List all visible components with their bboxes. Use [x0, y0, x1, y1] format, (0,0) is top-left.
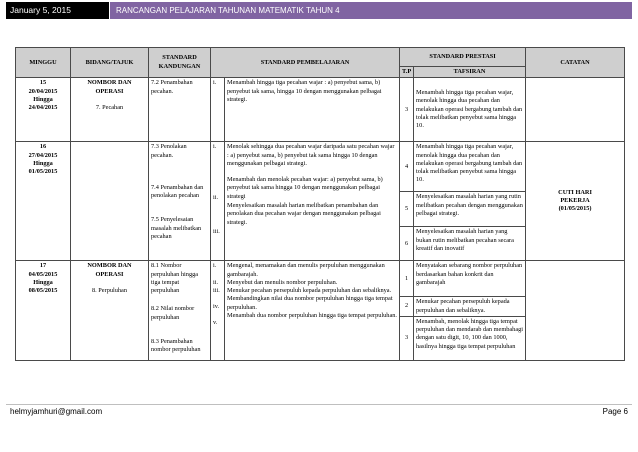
catatan-line: CUTI HARI	[558, 188, 592, 196]
tp-cell: 1	[400, 261, 414, 297]
col-standard-kandungan: STANDARD KANDUNGAN	[149, 48, 211, 78]
tafsiran-cell: Menukar pecahan persepuluh kepada perpuluhan dan sebaliknya.	[414, 297, 526, 317]
tp-cell: 3	[400, 316, 414, 360]
pembelajaran-num: i. ii. iii. iv. v.	[211, 261, 225, 361]
catatan-cell	[526, 261, 625, 361]
table-row	[16, 78, 625, 142]
catatan-cell	[526, 142, 625, 261]
tp-cell: 5	[400, 192, 414, 227]
page-header	[0, 0, 638, 20]
tp-cell: 2	[400, 297, 414, 317]
table-row	[16, 142, 625, 192]
tafsiran-cell: Menambah, menolak hingga tiga tempat perpuluhan dan mendarab dan membahagi dengan satu digit, 10, 100 dan 1000, hasilnya hingga tiga tempat perpuluhan	[414, 316, 526, 360]
footer-email: helmyjamhuri@gmail.com	[10, 407, 103, 416]
catatan-cell	[526, 78, 625, 142]
col-standard-prestasi: STANDARD PRESTASI	[400, 48, 526, 67]
col-tafsiran: TAFSIRAN	[414, 67, 526, 78]
col-bidang: BIDANG/TAJUK	[71, 48, 149, 78]
pembelajaran-text: Menolak sehingga dua pecahan wajar daripada satu pecahan wajar : a) penyebut sama, b) penyebut tak sama hingga 10 dengan menggunakan pelbagai strategi. Menambah dan menolak pecahan wajar: a) penyebut sama, b) penyebut tak sama hingga 10 dengan menggunakan pelbagai strategi Menyelesaikan masalah harian melibatkan penambahan dan penolakan dua pecahan wajar dengan menggunakan pelbagai strategi.	[225, 142, 400, 261]
tafsiran-cell: Menambah hingga tiga pecahan wajar, menolak hingga dua pecahan dan melakukan operasi bergabung tambah dan tolak melibatkan penyebut sama hingga 10.	[414, 142, 526, 192]
bidang-cell	[71, 142, 149, 261]
footer-page-number: Page 6	[602, 407, 628, 416]
tafsiran-cell: Menambah hingga tiga pecahan wajar, menolak hingga dua pecahan dan melakukan operasi bergabung tambah dan tolak melibatkan penyebut sama hingga 10.	[414, 78, 526, 142]
col-catatan: CATATAN	[526, 48, 625, 78]
week-cell: 15 20/04/2015 Hingga 24/04/2015	[16, 78, 71, 142]
week-cell: 17 04/05/2015 Hingga 08/05/2015	[16, 261, 71, 361]
kandungan-cell: 7.3 Penolakan pecahan. 7.4 Penambahan dan penolakan pecahan 7.5 Penyelesaian masalah melibatkan pecahan	[149, 142, 211, 261]
pembelajaran-text: Mengenal, menamakan dan menulis perpuluhan menggunakan gambarajah. Menyebut dan menulis nombor perpuluhan. Menukar pecahan persepuluh kepada perpuluhan dan sebaliknya. Membandingkan nilai dua nombor perpuluhan hingga tiga tempat perpuluhan. Menambah dua nombor perpuluhan hingga tiga tempat perpuluhan.	[225, 261, 400, 361]
week-cell: 16 27/04/2015 Hingga 01/05/2015	[16, 142, 71, 261]
tp-cell: 6	[400, 227, 414, 261]
catatan-line: (01/05/2015)	[558, 205, 592, 213]
tafsiran-cell: Menyelesaikan masalah harian yang bukan rutin melibatkan pecahan secara kreatif dan inovatif	[414, 227, 526, 261]
pembelajaran-num: i.	[211, 78, 225, 142]
tp-cell: 4	[400, 142, 414, 192]
header-title: RANCANGAN PELAJARAN TAHUNAN MATEMATIK TAHUN 4	[110, 2, 632, 19]
tafsiran-cell: Menyatakan sebarang nombor perpuluhan berdasarkan bahan konkrit dan gambarajah	[414, 261, 526, 297]
kandungan-cell: 8.1 Nombor perpuluhan hingga tiga tempat perpuluhan 8.2 Nilai nombor perpuluhan 8.3 Penambahan nombor perpuluhan	[149, 261, 211, 361]
header-date: January 5, 2015	[6, 2, 109, 19]
col-standard-pembelajaran: STANDARD PEMBELAJARAN	[211, 48, 400, 78]
col-minggu: MINGGU	[16, 48, 71, 78]
table-row	[16, 261, 625, 297]
catatan-line: PEKERJA	[560, 197, 590, 205]
tp-cell: 3	[400, 78, 414, 142]
bidang-cell: NOMBOR DAN OPERASI 7. Pecahan	[71, 78, 149, 142]
col-tp: T.P	[400, 67, 414, 78]
pembelajaran-text: Menambah hingga tiga pecahan wajar : a) penyebut sama, b) penyebut tak sama, hingga 10 dengan menggunakan pelbagai strategi.	[225, 78, 400, 142]
bidang-cell: NOMBOR DAN OPERASI 8. Perpuluhan	[71, 261, 149, 361]
kandungan-cell: 7.2 Penambahan pecahan.	[149, 78, 211, 142]
pembelajaran-num: i. ii. iii.	[211, 142, 225, 261]
tafsiran-cell: Menyelesaikan masalah harian yang rutin melibatkan pecahan dengan menggunakan pelbagai strategi.	[414, 192, 526, 227]
lesson-plan-table	[15, 47, 625, 361]
footer-divider	[6, 404, 632, 405]
